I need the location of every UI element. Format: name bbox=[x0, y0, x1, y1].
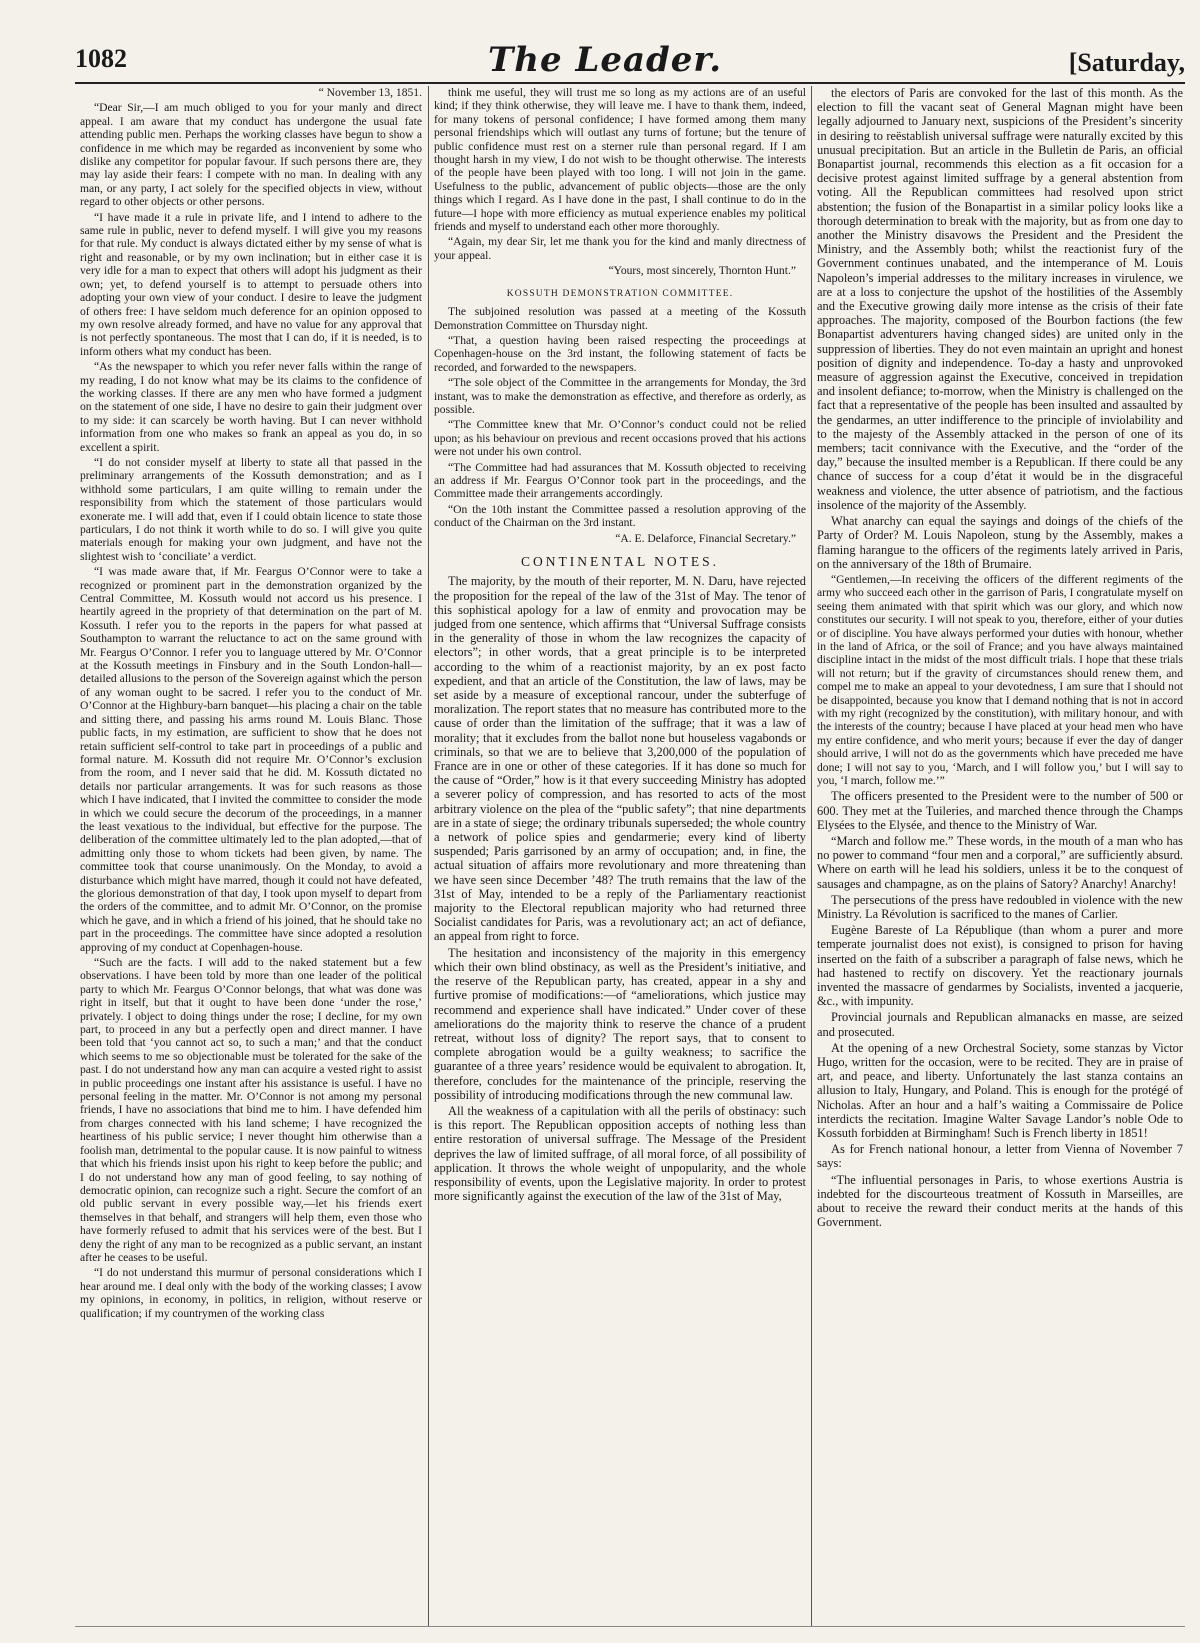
paragraph: “On the 10th instant the Committee passed a resolution approving of the conduct of the Chairman on the 3rd instant. bbox=[434, 502, 806, 530]
page-bottom-rule bbox=[75, 1626, 1185, 1627]
paragraph: “I do not understand this murmur of personal considerations which I hear around me. I deal only with the body of the working classes; I avow my opinions, in economy, in politics, in religion, without reserve or qualification; if my countrymen of the working class bbox=[80, 1266, 422, 1320]
issue-day: [Saturday, bbox=[1068, 48, 1185, 77]
paragraph: “Dear Sir,—I am much obliged to you for your manly and direct appeal. I am aware that my conduct has undergone the usual fate attending public men. Perhaps the working classes have begun to show a confidence in me which may be regarded as inconvenient by some who dislike any competitor for popular favour. If such persons there are, they may lay aside their fears: I compete with no man. In dealing with any man, or any party, I act solely for the specified objects in view, without regard to other objects or other persons. bbox=[80, 101, 422, 209]
paragraph: The majority, by the mouth of their reporter, M. N. Daru, have rejected the proposition for the repeal of the law of the 31st of May. The tenor of this sophistical apology for a law of enmity and provocation may be judged from one sentence, which affirms that “Universal Suffrage consists in the generality of those in whom the law recognizes the capacity of electors”; in other words, that a great principle is to be interpreted according to the whim of a reactionist majority, by an ex post facto expedient, and that an article of the Constitution, the law of laws, may be set aside by a measure of exceptional rancour, under the subterfuge of moralization. The report states that no measure has contributed more to the cause of order than the limitation of the suffrage; that it was a law of morality; that it excludes from the ballot none but houseless vagabonds or criminals, so that we are to believe that 3,200,000 of the population of France are in one or other of these categories. If it has done so much for the cause of “Order,” how is it that every succeeding Ministry has adopted a severer policy of compression, and has resorted to acts of the most arbitrary violence on the plea of the “public safety”; that nine departments are in a state of siege; the ordinary tribunals superseded; the whole country a network of police spies and gendarmerie; every kind of liberty suspended; Paris garrisoned by an army of occupation; and, in fine, the actual situation of affairs more revolutionary and more threatening than we have seen since December ’48? The truth remains that the law of the 31st of May, intended to be a reply of the Parliamentary reactionist majority to the Electoral republican majority who had returned three Socialist candidates for Paris, was a revolutionary act; an act of defiance, an appeal from right to force. bbox=[434, 574, 806, 944]
paragraph: The officers presented to the President were to the number of 500 or 600. They met at the Tuileries, and marched thence through the Champs Elysées to the Elysée, and thence to the Ministry of War. bbox=[817, 789, 1183, 832]
paragraph: “That, a question having been raised respecting the proceedings at Copenhagen-house on the 3rd instant, the following statement of facts be recorded, and forwarded to the newspapers. bbox=[434, 333, 806, 374]
column-2 bbox=[434, 86, 806, 1626]
paragraph: The hesitation and inconsistency of the majority in this emergency which their own blind obstinacy, as well as the President’s initiative, and the reserve of the Republican party, has created, appear in a shy and furtive promise of modifications:—of “ameliorations, which justice may recommend and experience shall have indicated.” Under cover of these ameliorations do the majority think to reserve the chance of a prudent retreat, without loss of dignity? The report says, that to consent to complete abrogation would be a guilty weakness; to sacrifice the guarantee of a three years’ residence would be equivalent to abrogation. It, therefore, concludes for the maintenance of the principle, reserving the possibility of introducing modifications through the new communal law. bbox=[434, 945, 806, 1102]
paragraph: the electors of Paris are convoked for the last of this month. As the election to fill the vacant seat of General Magnan might have been legally adjourned to January next, suspicions of the President’s sincerity in desiring to reëstablish universal suffrage were naturally excited by this unusual precipitation. But an article in the Bulletin de Paris, an official Bonapartist journal, recommends this election as a fit occasion for a decisive protest against limited suffrage by a general abstention from voting. All the Republican committees had resolved upon strict abstention; the fusion of the Bonapartist in a similar policy looks like a thorough determination to break with the majority, but as from one day to another the Ministry disavows the President and the President the Ministry, and the Assembly both; whilst the reactionist fury of the Government continues unabated, and the intemperance of M. Louis Napoleon’s imperial addresses to the military increases in virulence, we are at a loss to conjecture the upshot of the hostilities of the Assembly and the Executive growing daily more intense as the crisis of their fate approaches. The majority, composed of the Bourbon factions (the few Bonapartist adventurers having changed sides) are united only in the suppression of liberties. They do not even maintain an upright and honest position of dignity and independence. To-day a hasty and unprovoked measure of aggression against the Executive, conceived in trepidation and insolent defiance; to-morrow, when the Ministry is challenged on the fact that a representative of the people has been insulted and assaulted by the gendarmes, an utter indifference to the principle of inviolability and to the majesty of the Assembly attacked in the person of one of its members; tacit connivance with the Executive, and the “order of the day,” because the insulted member is a Republican. If there could be any chance of success for a coup d’état it would be in the disgraceful weakness and violence, the utter absence of patriotism, and the factious insolence of the majority of the Assembly. bbox=[817, 86, 1183, 512]
column-divider bbox=[811, 86, 812, 1626]
paragraph: “I was made aware that, if Mr. Feargus O’Connor were to take a recognized or prominent part in the demonstration organized by the Central Committee, M. Kossuth would not accord us his presence. I heartily agreed in the propriety of that determination on the part of M. Kossuth. I refer you to the reports in the papers for what passed at Southampton to warrant the reluctance to act on the same ground with Mr. Feargus O’Connor. I refer you to language uttered by Mr. O’Connor at the Kossuth meetings in Finsbury and in the South London-hall—detailed allusions to the person of the Sovereign against which the person of any woman ought to be sacred. I refer you to the conduct of Mr. O’Connor at the Highbury-barn banquet—his placing a chair on the table and sitting there, and passing his arms round M. Louis Blanc. Those public facts, in my estimation, are sufficient to show that he does not retain sufficient self-control to take part in proceedings of a public and formal nature. M. Kossuth did not require Mr. O’Connor’s exclusion from the room, and I never said that he did. M. Kossuth dictated no details nor particular arrangements. It was for such reasons as those which I have indicated, that I invited the committee to consider the mode in which we could secure the decorum of the proceedings, in a manner the least vexatious to the individual, but effective for the purpose. The deliberation of the committee ultimately led to the plan adopted,—that of admitting only those to whom tickets had been given, by name. The committee took that course unanimously. On the Monday, to avoid a disturbance which might have marred, though it could not have defeated, the glorious demonstration of that day, I took upon myself to depart from the orders of the committee, and to admit Mr. O’Connor, on the promise which he gave, and in which a friend of his joined, that he should take no part in the proceedings. The committee have since adopted a resolution approving of my conduct at Copenhagen-house. bbox=[80, 565, 422, 954]
column-1 bbox=[80, 86, 422, 1626]
masthead bbox=[75, 40, 1185, 78]
page-number: 1082 bbox=[75, 44, 127, 73]
paragraph: The persecutions of the press have redoubled in violence with the new Ministry. La Révolution is sacrificed to the manes of Carlier. bbox=[817, 892, 1183, 922]
column-divider bbox=[428, 86, 429, 1626]
paragraph: “The Committee had had assurances that M. Kossuth objected to receiving an address if Mr. Feargus O’Connor took part in the proceedings, and the Committee made their arrangements accordingly. bbox=[434, 460, 806, 501]
paragraph: “The influential personages in Paris, to whose exertions Austria is indebted for the discourteous treatment of Kossuth in Marseilles, are about to receive the reward their conduct merits at the hands of this Government. bbox=[817, 1172, 1183, 1230]
paragraph: “March and follow me.” These words, in the mouth of a man who has no power to command “four men and a corporal,” are sufficiently absurd. Where on earth will he lead his soldiers, unless it be to the conquest of sausages and champagne, as on the plains of Satory? Anarchy! Anarchy! bbox=[817, 834, 1183, 891]
paragraph: think me useful, they will trust me so long as my actions are of an useful kind; if they think otherwise, they will leave me. I have to thank them, indeed, for many tokens of personal confidence; I have formed among them many personal friendships which will outlast any turns of fortune; but the tenure of public confidence must rest on a sterner rule than personal regard. If I am thought harsh in my view, I do not wish to be thought otherwise. The interests of the people have been played with too long. I will not join in the game. Usefulness to the public, advancement of public objects—those are the only things which I regard. As I have done in the past, I shall continue to do in the future—I hope with more efficiency as mutual experience enables my political friends and myself to understand each other more thoroughly. bbox=[434, 86, 806, 234]
masthead-rule bbox=[75, 82, 1185, 84]
paragraph: “Again, my dear Sir, let me thank you for the kind and manly directness of your appeal. bbox=[434, 235, 806, 262]
letter-signature: “Yours, most sincerely, Thornton Hunt.” bbox=[608, 264, 796, 278]
paragraph: “I do not consider myself at liberty to state all that passed in the preliminary arrangements of the Kossuth demonstration; and as I withhold some particulars, I am quite willing to remain under the responsibility from which the statement of those particulars would exonerate me. I will add that, even if I could obtain licence to state those particulars, I do not think it worth while to do so. I will give you quite materials enough for making your own judgment, and have not the slightest wish to ‘conciliate’ a verdict. bbox=[80, 455, 422, 563]
paragraph: All the weakness of a capitulation with all the perils of obstinacy: such is this report. The Republican opposition accepts of nothing less than entire restoration of universal suffrage. The Message of the President deprives the law of limited suffrage, of all moral force, of all possibility of application. It throws the whole weight of unpopularity, and the whole responsibility of events, upon the Legislative majority. In order to protest more significantly against the execution of the law of the 31st of May, bbox=[434, 1103, 806, 1204]
committee-signature: “A. E. Delaforce, Financial Secretary.” bbox=[615, 531, 796, 545]
section-heading-continental-notes: CONTINENTAL NOTES. bbox=[521, 554, 719, 569]
newspaper-title: The Leader. bbox=[487, 40, 723, 80]
paragraph: “I have made it a rule in private life, and I intend to adhere to the same rule in public, never to defend myself. I will give you my reasons for that rule. My conduct is always dictated either by my sense of what is right and reasonable, or by my own inclination; but in either case it is very idle for a man to expect that others will adopt his judgment as their own; yet, to defend yourself is to attempt to persuade others into adopting your own view of your conduct. I desire to leave the judgment of others free: I have seldom much deference for an opinion opposed to my own resolve already formed, and have no value for any approval that is not perfectly spontaneous. The most that I can do, if it is needed, is to inform others what my conduct has been. bbox=[80, 210, 422, 358]
paragraph: Provincial journals and Republican almanacks en masse, are seized and prosecuted. bbox=[817, 1010, 1183, 1039]
paragraph: Eugène Bareste of La République (than whom a purer and more temperate journalist does not exist), is consigned to prison for having inserted on the faith of a subscriber a paragraph of false news, which he had hastened to rectify on discovery. Yet the reactionary journals invented the massacre of gendarmes by Socialists, invented a jacquerie, &c., with impunity. bbox=[817, 923, 1183, 1009]
letter-dateline: “ November 13, 1851. bbox=[318, 86, 422, 99]
paragraph: As for French national honour, a letter from Vienna of November 7 says: bbox=[817, 1142, 1183, 1171]
paragraph: What anarchy can equal the sayings and doings of the chiefs of the Party of Order? M. Louis Napoleon, stung by the Assembly, makes a flaming harangue to the officers of the regiments lately arrived in Paris, on the anniversary of the 18th of Brumaire. bbox=[817, 514, 1183, 571]
quoted-speech: “Gentlemen,—In receiving the officers of the different regiments of the army who succeed each other in the garrison of Paris, I congratulate myself on seeing them animated with that spirit which was our glory, and which now constitutes our security. I will not speak to you, therefore, either of your duties or of discipline. You have always performed your duties with honour, whether in the land of Africa, or the soil of France; and you have always maintained discipline intact in the midst of the most difficult trials. I hope that these trials will not return; but if the gravity of circumstances should renew them, and compel me to make an appeal to your devotedness, I am sure that I should not be disappointed, because you know that I demand nothing that is not in accord with my right (recognized by the constitution), with military honour, and with the interests of the country; because I have placed at your head men who have my entire confidence, and who merit yours; because if ever the day of danger should arrive, I will not do as the governments which have preceded me have done; I will not say to you, ‘March, and I will follow you,’ but I will say to you, ‘I march, follow me.’” bbox=[817, 572, 1183, 787]
paragraph: “As the newspaper to which you refer never falls within the range of my reading, I do not know what may be its claims to the confidence of the working classes. If there are any men who have formed a judgment on the statement of one side, I have no desire to gain their judgment over to my side: it can scarcely be worth having. But I can never withhold information from one who makes so frank an appeal as you do, in so excellent a spirit. bbox=[80, 360, 422, 454]
section-heading-kossuth: KOSSUTH DEMONSTRATION COMMITTEE. bbox=[506, 288, 734, 299]
paragraph: The subjoined resolution was passed at a meeting of the Kossuth Demonstration Committee on Thursday night. bbox=[434, 305, 806, 332]
paragraph: “The Committee knew that Mr. O’Connor’s conduct could not be relied upon; as his behaviour on previous and recent occasions proved that his actions were not under his own control. bbox=[434, 418, 806, 459]
paragraph: At the opening of a new Orchestral Society, some stanzas by Victor Hugo, written for the occasion, were to be recited. They are in praise of art, and peace, and liberty. Unfortunately the last stanza contains an allusion to Italy, Hungary, and Poland. This is enough for the protégé of Nicholas. After an hour and a half’s waiting a Commissaire de Police interdicts the recitation. Imagine Walter Savage Landor’s noble Ode to Kossuth forbidden at Birmingham! Such is French liberty in 1851! bbox=[817, 1040, 1183, 1141]
column-3 bbox=[817, 86, 1183, 1626]
paragraph: “Such are the facts. I will add to the naked statement but a few observations. I have been told by more than one leader of the political party to which Mr. Feargus O’Connor belongs, that what was done was right in itself, but that it ought to have been done ‘under the rose,’ privately. I object to doing things under the rose; I decline, for my own part, to proceed in any but a perfectly open and direct manner. I have been told that ‘you cannot act so, to such a man;’ and that the conduct which seems to me so objectionable must be tolerated for the sake of the past. I do not understand how any man can acquire a vested right to assist in public proceedings one instant after his assistance is useful. I have no personal feeling in the matter. Mr. O’Connor is not among my personal friends, I have no associations that bind me to him. I have defended him from charges connected with his land scheme; I have recognized the heartiness of his public service; I never thought him otherwise than a foolish man, detrimental to the popular cause. It is now painful to witness that which his friends insist upon his right to keep before the public; and I do not understand how any man of good feeling, to say nothing of democratic opinion, can recognize such a right. Secure the comfort of an old public servant in every possible way,—let his friends exert themselves in that behalf, and strangers will help them, even those who have formerly refused to admit that his services were of the best. But I deny the right of any man to be recognized as a public servant, an instant after he ceases to be useful. bbox=[80, 956, 422, 1264]
paragraph: “The sole object of the Committee in the arrangements for Monday, the 3rd instant, was to make the demonstration as effective, and therefore as orderly, as possible. bbox=[434, 376, 806, 416]
